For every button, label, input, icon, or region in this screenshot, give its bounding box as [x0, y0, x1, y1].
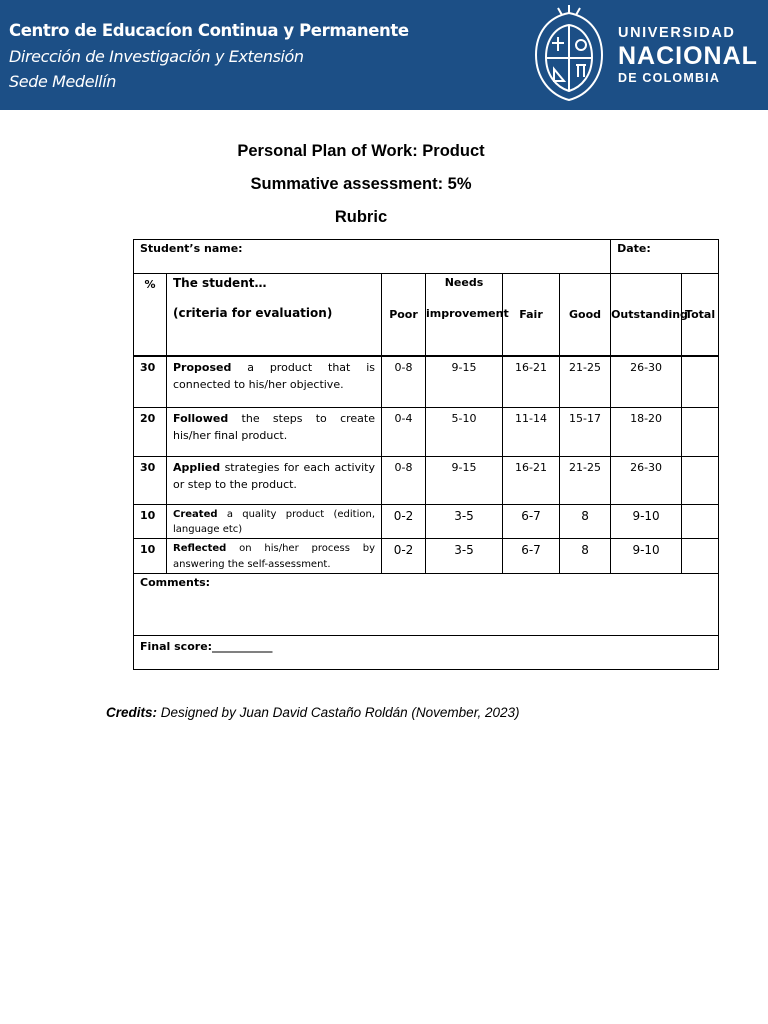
row-criterion: [167, 408, 382, 457]
row-percent: 20: [134, 408, 167, 457]
score-good: 15-17: [560, 408, 611, 457]
criterion-text: the steps to create his/her final product.: [173, 412, 375, 442]
header-poor: Poor: [382, 274, 426, 356]
table-row: [134, 356, 719, 408]
university-name: [618, 24, 758, 86]
header-good: Good: [560, 274, 611, 356]
date-field[interactable]: Date:: [611, 240, 719, 274]
institution-block: [9, 18, 409, 94]
score-total[interactable]: [682, 356, 719, 408]
header-needs-line-2: improvement: [426, 307, 509, 320]
score-fair: 16-21: [503, 457, 560, 505]
university-line-3: DE COLOMBIA: [618, 71, 721, 85]
score-total[interactable]: [682, 457, 719, 505]
score-poor: 0-8: [382, 356, 426, 408]
row-criterion: [167, 505, 382, 539]
university-seal-icon: [528, 3, 610, 103]
score-fair: 6-7: [503, 505, 560, 539]
score-good: 8: [560, 539, 611, 574]
final-score-field[interactable]: Final score:___________: [134, 636, 719, 670]
final-score-row: [134, 636, 719, 670]
score-needs: 3-5: [426, 539, 503, 574]
criterion-verb: Proposed: [173, 360, 232, 374]
table-row: [134, 457, 719, 505]
row-criterion: [167, 356, 382, 408]
credits-text: Designed by Juan David Castaño Roldán (November, 2023): [157, 705, 520, 720]
document-title: Personal Plan of Work: Product: [237, 142, 485, 160]
score-total[interactable]: [682, 505, 719, 539]
score-fair: 16-21: [503, 356, 560, 408]
row-criterion: [167, 539, 382, 574]
assessment-subtitle: Summative assessment: 5%: [250, 175, 472, 193]
row-criterion: [167, 457, 382, 505]
table-row: [134, 539, 719, 574]
rubric-table: [133, 239, 719, 670]
header-criteria: [167, 274, 382, 356]
score-needs: 3-5: [426, 505, 503, 539]
header-fair: Fair: [503, 274, 560, 356]
score-outstanding: 9-10: [611, 505, 682, 539]
score-good: 8: [560, 505, 611, 539]
university-line-2: NACIONAL: [618, 42, 758, 70]
header-banner: [0, 0, 768, 110]
criterion-text: a product that is connected to his/her objective.: [173, 360, 375, 391]
score-needs: 9-15: [426, 356, 503, 408]
score-poor: 0-2: [382, 505, 426, 539]
table-row: [134, 505, 719, 539]
criterion-text: on his/her process by answering the self-assessment.: [173, 543, 375, 570]
rubric-heading: Rubric: [334, 208, 388, 226]
row-percent: 10: [134, 505, 167, 539]
header-needs-line-1: Needs: [444, 276, 484, 289]
criterion-verb: Followed: [173, 412, 229, 425]
header-criteria-note: (criteria for evaluation): [173, 306, 333, 320]
criterion-verb: Reflected: [173, 543, 227, 554]
student-info-row: [134, 240, 719, 274]
score-total[interactable]: [682, 539, 719, 574]
student-name-field[interactable]: Student’s name:: [134, 240, 611, 274]
score-outstanding: 26-30: [611, 457, 682, 505]
header-total: Total: [682, 274, 719, 356]
score-poor: 0-4: [382, 408, 426, 457]
institution-line-1: Centro de Educacíon Continua y Permanente: [9, 21, 409, 40]
institution-line-3: Sede Medellín: [9, 72, 117, 91]
score-good: 21-25: [560, 457, 611, 505]
score-fair: 6-7: [503, 539, 560, 574]
criterion-verb: Applied: [173, 461, 221, 474]
criterion-verb: Created: [173, 509, 218, 520]
column-header-row: [134, 274, 719, 356]
score-total[interactable]: [682, 408, 719, 457]
score-needs: 5-10: [426, 408, 503, 457]
comments-row: [134, 574, 719, 636]
score-outstanding: 26-30: [611, 356, 682, 408]
score-poor: 0-8: [382, 457, 426, 505]
row-percent: 30: [134, 457, 167, 505]
table-row: [134, 408, 719, 457]
institution-line-2: Dirección de Investigación y Extensión: [9, 47, 304, 66]
header-needs-improvement: [426, 274, 509, 356]
credits-label: Credits:: [106, 705, 158, 720]
credits-line: [106, 705, 519, 720]
header-student: The student…: [173, 276, 267, 290]
header-outstanding: Outstanding: [611, 274, 682, 356]
criterion-text: a quality product (edition, language etc): [173, 509, 375, 535]
header-percent: %: [134, 274, 167, 356]
row-percent: 10: [134, 539, 167, 574]
score-outstanding: 18-20: [611, 408, 682, 457]
university-line-1: UNIVERSIDAD: [618, 25, 736, 41]
row-percent: 30: [134, 356, 167, 408]
score-outstanding: 9-10: [611, 539, 682, 574]
score-fair: 11-14: [503, 408, 560, 457]
score-poor: 0-2: [382, 539, 426, 574]
criterion-text: strategies for each activity or step to the product.: [173, 461, 375, 491]
comments-field[interactable]: Comments:: [134, 574, 719, 636]
score-good: 21-25: [560, 356, 611, 408]
score-needs: 9-15: [426, 457, 503, 505]
